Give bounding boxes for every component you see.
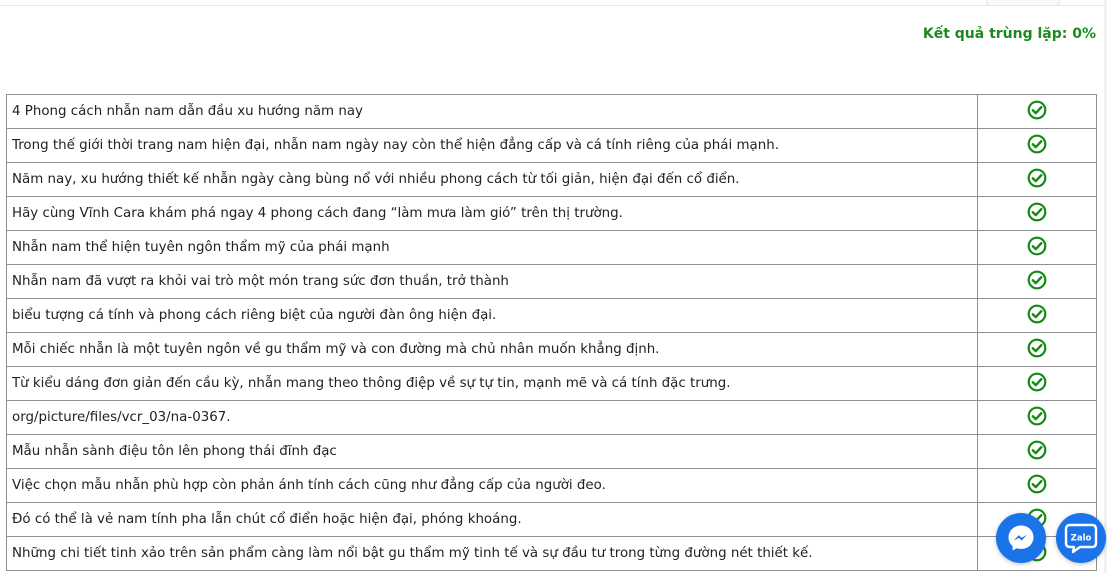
status-cell [978,231,1097,265]
sentence-text: biểu tượng cá tính và phong cách riêng biệt của người đàn ông hiện đại. [7,299,978,333]
table-row [7,129,1097,163]
check-circle-icon [1027,168,1047,188]
sentence-text: Mẫu nhẫn sành điệu tôn lên phong thái đĩnh đạc [7,435,978,469]
check-circle-icon [1027,406,1047,426]
sentence-text: Mỗi chiếc nhẫn là một tuyên ngôn về gu thẩm mỹ và con đường mà chủ nhân muốn khẳng định. [7,333,978,367]
table-row [7,231,1097,265]
status-cell [978,163,1097,197]
status-cell [978,265,1097,299]
status-cell [978,469,1097,503]
sentence-text: org/picture/files/vcr_03/na-0367. [7,401,978,435]
sentence-text: Việc chọn mẫu nhẫn phù hợp còn phản ánh tính cách cũng như đẳng cấp của người đeo. [7,469,978,503]
check-circle-icon [1027,100,1047,120]
status-cell [978,367,1097,401]
sentence-rows [7,95,1097,571]
sentence-text: Đó có thể là vẻ nam tính pha lẫn chút cổ điển hoặc hiện đại, phóng khoáng. [7,503,978,537]
table-row [7,333,1097,367]
messenger-chat-button[interactable] [996,513,1046,563]
sentence-text: Năm nay, xu hướng thiết kế nhẫn ngày càng bùng nổ với nhiều phong cách từ tối giản, hiện đại đến cổ điển. [7,163,978,197]
table-row [7,401,1097,435]
check-circle-icon [1027,440,1047,460]
check-circle-icon [1027,236,1047,256]
sentence-text: Trong thế giới thời trang nam hiện đại, nhẫn nam ngày nay còn thể hiện đẳng cấp và cá tính riêng của phái mạnh. [7,129,978,163]
sentence-text: Nhẫn nam đã vượt ra khỏi vai trò một món trang sức đơn thuần, trở thành [7,265,978,299]
status-cell [978,401,1097,435]
sentence-text: Từ kiểu dáng đơn giản đến cầu kỳ, nhẫn mang theo thông điệp về sự tự tin, mạnh mẽ và cá tính đặc trưng. [7,367,978,401]
sentence-text: 4 Phong cách nhẫn nam dẫn đầu xu hướng năm nay [7,95,978,129]
zalo-icon [1056,513,1106,563]
table-row [7,163,1097,197]
check-circle-icon [1027,372,1047,392]
check-circle-icon [1027,474,1047,494]
table-row [7,299,1097,333]
table-row [7,469,1097,503]
status-cell [978,333,1097,367]
status-cell [978,435,1097,469]
status-cell [978,197,1097,231]
check-circle-icon [1027,202,1047,222]
top-divider [0,5,1104,6]
zalo-chat-button[interactable] [1056,513,1106,563]
duplicate-result-label: Kết quả trùng lặp: 0% [922,26,1096,42]
table-row [7,537,1097,571]
table-row [7,95,1097,129]
check-circle-icon [1027,134,1047,154]
table-row [7,197,1097,231]
top-tab-edge [986,0,1060,6]
status-cell [978,129,1097,163]
table-row [7,435,1097,469]
table-row [7,367,1097,401]
status-cell [978,95,1097,129]
sentence-check-table [6,94,1097,571]
messenger-icon [996,513,1046,563]
check-circle-icon [1027,304,1047,324]
table-row [7,265,1097,299]
table-row [7,503,1097,537]
status-cell [978,299,1097,333]
check-circle-icon [1027,338,1047,358]
sentence-text: Nhẫn nam thể hiện tuyên ngôn thẩm mỹ của phái mạnh [7,231,978,265]
check-circle-icon [1027,270,1047,290]
sentence-text: Những chi tiết tinh xảo trên sản phẩm càng làm nổi bật gu thẩm mỹ tinh tế và sự đầu tư trong từng đường nét thiết kế. [7,537,978,571]
sentence-text: Hãy cùng Vĩnh Cara khám phá ngay 4 phong cách đang “làm mưa làm gió” trên thị trường. [7,197,978,231]
zalo-label: Zalo [1070,533,1092,544]
